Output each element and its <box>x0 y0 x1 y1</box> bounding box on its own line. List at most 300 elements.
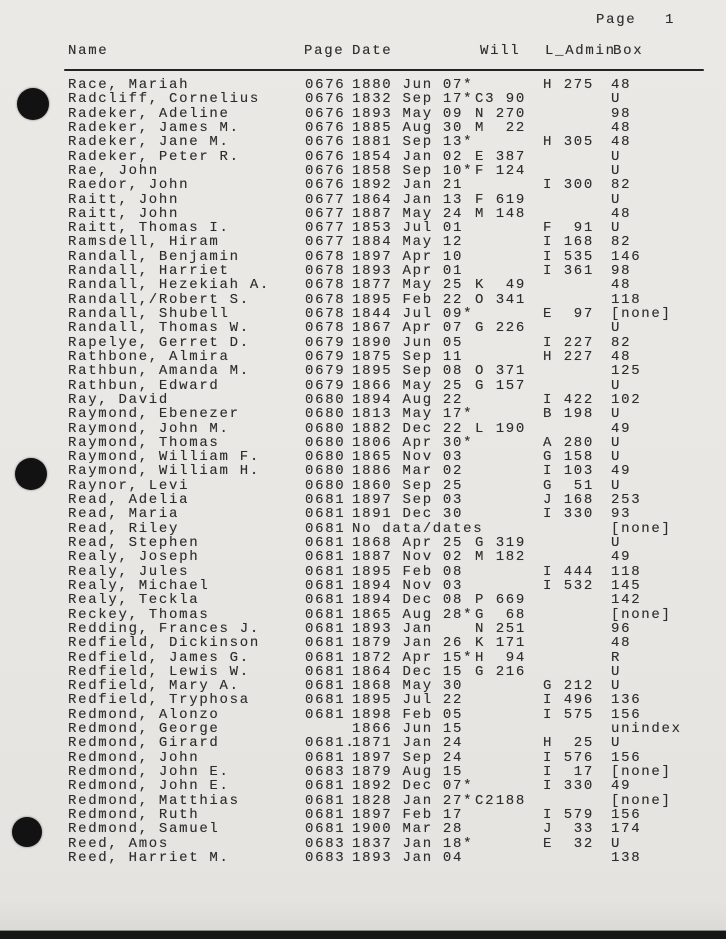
table-row <box>0 422 726 436</box>
l-admin-number: 532 <box>563 577 594 594</box>
cell-page: 0679 <box>305 377 346 394</box>
table-row <box>0 693 726 707</box>
will-code: M <box>475 119 486 136</box>
will-number: 669 <box>495 592 526 609</box>
cell-name: Randall, Benjamin <box>68 248 240 265</box>
cell-date: 1854 Jan 02 <box>352 148 464 165</box>
cell-l-admin <box>543 193 594 207</box>
cell-page: 0681 <box>305 778 346 795</box>
will-number: 22 <box>505 119 526 136</box>
cell-page: 0679 <box>305 334 346 351</box>
will-code: N <box>475 620 486 637</box>
cell-date: 1864 Dec 15 <box>352 663 464 680</box>
l-admin-number: 17 <box>573 764 594 780</box>
cell-name: Raitt, Thomas I. <box>68 220 230 237</box>
cell-name: Redmond, John <box>68 749 200 766</box>
cell-will <box>475 221 526 235</box>
cell-box: U <box>611 162 622 179</box>
cell-page: 0681 <box>305 649 346 666</box>
cell-page: 0683 <box>305 835 346 852</box>
cell-name: Raymond, Thomas <box>68 434 220 451</box>
cell-box: R <box>611 649 622 666</box>
cell-will <box>475 579 526 593</box>
cell-l-admin <box>543 321 594 335</box>
cell-box: 49 <box>611 420 632 437</box>
cell-page: 0676 <box>305 119 346 136</box>
cell-page: 0678 <box>305 320 346 337</box>
page-number-value: 1 <box>665 12 676 28</box>
cell-will <box>475 278 526 292</box>
cell-box: U <box>611 320 622 337</box>
cell-date: 1881 Sep 13* <box>352 134 474 151</box>
cell-name: Redfield, James G. <box>68 649 250 666</box>
will-number: 94 <box>505 649 526 666</box>
cell-l-admin <box>543 307 594 321</box>
will-code: C3 <box>475 91 496 108</box>
will-code: O <box>475 291 486 308</box>
cell-date: 1875 Sep 11 <box>352 348 464 365</box>
will-code: F <box>475 162 486 179</box>
cell-will <box>475 422 526 436</box>
column-header-l-admin: L_Admin <box>545 43 616 59</box>
cell-page: 0681 <box>305 692 346 709</box>
column-header-will: Will <box>480 43 521 59</box>
cell-name: Raymond, William H. <box>68 463 260 480</box>
will-code: P <box>475 592 486 609</box>
cell-will <box>475 651 526 665</box>
will-number: 171 <box>495 635 526 652</box>
cell-date: 1895 Jul 22 <box>352 692 464 709</box>
cell-date: 1897 Feb 17 <box>352 806 464 823</box>
cell-box: 82 <box>611 177 632 194</box>
cell-will <box>475 679 526 693</box>
cell-name: Ray, David <box>68 391 170 408</box>
cell-l-admin <box>543 550 594 564</box>
cell-page: 0681 <box>305 749 346 766</box>
cell-box: U <box>611 191 622 208</box>
cell-l-admin <box>543 837 594 851</box>
cell-name: Redmond, Alonzo <box>68 706 220 723</box>
cell-box: U <box>611 377 622 394</box>
cell-l-admin <box>543 235 594 249</box>
l-admin-number: 91 <box>573 220 594 237</box>
cell-page: 0681 <box>305 620 346 637</box>
table-row <box>0 278 726 292</box>
will-number: 190 <box>495 420 526 437</box>
cell-page: 0681 <box>305 520 346 537</box>
cell-date: 1897 Sep 03 <box>352 492 464 509</box>
cell-page: 0681 <box>305 663 346 680</box>
cell-will <box>475 150 526 164</box>
cell-box: U <box>611 835 622 852</box>
cell-box: [none] <box>611 792 672 809</box>
cell-page: 0676 <box>305 134 346 151</box>
cell-name: Redding, Frances J. <box>68 620 260 637</box>
cell-box: 48 <box>611 277 632 294</box>
table-row <box>0 708 726 722</box>
cell-page: 0681 <box>305 606 346 623</box>
cell-will <box>475 736 526 750</box>
table-row <box>0 464 726 478</box>
will-code: F <box>475 191 486 208</box>
l-admin-code: I <box>543 764 554 780</box>
cell-name: Redmond, Matthias <box>68 792 240 809</box>
table-row <box>0 779 726 793</box>
cell-date: 1864 Jan 13 <box>352 191 464 208</box>
l-admin-code: I <box>543 563 554 580</box>
cell-date: 1890 Jun 05 <box>352 334 464 351</box>
table-row <box>0 336 726 350</box>
l-admin-code: I <box>543 234 554 251</box>
l-admin-number: 535 <box>563 248 594 265</box>
cell-l-admin <box>543 92 594 106</box>
table-row <box>0 507 726 521</box>
cell-l-admin <box>543 78 594 92</box>
cell-will <box>475 107 526 121</box>
cell-l-admin <box>543 622 594 636</box>
table-row <box>0 407 726 421</box>
l-admin-number: 579 <box>563 806 594 823</box>
cell-date: 1877 May 25 <box>352 277 464 294</box>
cell-l-admin <box>543 164 594 178</box>
cell-date: 1880 Jun 07* <box>352 77 474 93</box>
cell-page: 0681 <box>305 592 346 609</box>
cell-date: 1866 May 25 <box>352 377 464 394</box>
cell-name: Radeker, Adeline <box>68 105 230 122</box>
cell-date: 1868 May 30 <box>352 678 464 695</box>
cell-l-admin <box>543 765 594 779</box>
cell-l-admin <box>543 450 594 464</box>
cell-will <box>475 808 526 822</box>
cell-box: U <box>611 148 622 165</box>
column-header-page: Page <box>304 43 345 59</box>
cell-l-admin <box>543 150 594 164</box>
cell-name: Redfield, Mary A. <box>68 678 240 695</box>
cell-page: 0681 <box>305 563 346 580</box>
cell-box: 49 <box>611 463 632 480</box>
l-admin-number: 275 <box>563 77 594 93</box>
cell-l-admin <box>543 851 594 865</box>
cell-will <box>475 708 526 722</box>
cell-date: 1887 Nov 02 <box>352 549 464 566</box>
cell-date: 1813 May 17* <box>352 406 474 423</box>
cell-name: Redmond, John E. <box>68 764 230 780</box>
cell-page: 0680 <box>305 449 346 466</box>
table-row <box>0 150 726 164</box>
cell-name: Randall, Harriet <box>68 263 230 280</box>
cell-date: 1853 Jul 01 <box>352 220 464 237</box>
cell-will <box>475 293 526 307</box>
cell-date: 1892 Jan 21 <box>352 177 464 194</box>
cell-date: 1871 Jan 24 <box>352 735 464 752</box>
cell-page: 0680 <box>305 420 346 437</box>
cell-box: 253 <box>611 492 642 509</box>
will-code: K <box>475 635 486 652</box>
cell-date: 1895 Feb 22 <box>352 291 464 308</box>
cell-page: 0680 <box>305 391 346 408</box>
cell-box: 145 <box>611 577 642 594</box>
cell-box: 118 <box>611 563 642 580</box>
l-admin-code: I <box>543 334 554 351</box>
cell-page: 0681 <box>305 635 346 652</box>
cell-l-admin <box>543 679 594 693</box>
cell-name: Reed, Amos <box>68 835 170 852</box>
table-row <box>0 178 726 192</box>
will-number: 226 <box>495 320 526 337</box>
cell-page: 0676 <box>305 177 346 194</box>
cell-l-admin <box>543 722 594 736</box>
cell-box: [none] <box>611 764 672 780</box>
cell-will <box>475 78 526 92</box>
cell-date: 1884 May 12 <box>352 234 464 251</box>
cell-will <box>475 794 526 808</box>
cell-l-admin <box>543 221 594 235</box>
cell-page: 0676 <box>305 162 346 179</box>
cell-date: 1898 Feb 05 <box>352 706 464 723</box>
l-admin-code: B <box>543 406 554 423</box>
cell-page: 0681 <box>305 492 346 509</box>
cell-name: Realy, Michael <box>68 577 210 594</box>
column-header-date: Date <box>352 43 393 59</box>
cell-date: 1882 Dec 22 <box>352 420 464 437</box>
cell-box: 156 <box>611 806 642 823</box>
cell-will <box>475 593 526 607</box>
cell-name: Read, Stephen <box>68 535 200 551</box>
cell-l-admin <box>543 364 594 378</box>
will-number: 387 <box>495 148 526 165</box>
cell-l-admin <box>543 178 594 192</box>
table-row <box>0 364 726 378</box>
cell-will <box>475 164 526 178</box>
l-admin-number: 51 <box>573 477 594 494</box>
cell-l-admin <box>543 779 594 793</box>
cell-will <box>475 379 526 393</box>
cell-box: U <box>611 678 622 695</box>
cell-date: 1887 May 24 <box>352 205 464 222</box>
l-admin-code: I <box>543 248 554 265</box>
table-row <box>0 665 726 679</box>
cell-box: 49 <box>611 549 632 566</box>
cell-date: 1893 May 09 <box>352 105 464 122</box>
cell-will <box>475 479 526 493</box>
l-admin-code: H <box>543 348 554 365</box>
l-admin-number: 198 <box>563 406 594 423</box>
cell-will <box>475 722 526 736</box>
page-number-label: Page <box>596 12 637 28</box>
cell-box: 48 <box>611 119 632 136</box>
l-admin-number: 25 <box>573 735 594 752</box>
table-rows <box>0 78 726 865</box>
cell-date: 1894 Dec 08 <box>352 592 464 609</box>
will-code: L <box>475 420 486 437</box>
table-row <box>0 379 726 393</box>
cell-will <box>475 336 526 350</box>
cell-date: 1872 Apr 15* <box>352 649 474 666</box>
cell-box: 146 <box>611 248 642 265</box>
cell-page: 0681 <box>305 535 346 551</box>
cell-page: 0681 <box>305 806 346 823</box>
l-admin-code: J <box>543 492 554 509</box>
will-number: 124 <box>495 162 526 179</box>
cell-box: 82 <box>611 234 632 251</box>
cell-name: Read, Riley <box>68 520 180 537</box>
cell-l-admin <box>543 794 594 808</box>
cell-date: 1879 Jan 26 <box>352 635 464 652</box>
cell-box: U <box>611 91 622 108</box>
cell-box: 142 <box>611 592 642 609</box>
cell-date: 1865 Aug 28* <box>352 606 474 623</box>
cell-l-admin <box>543 264 594 278</box>
column-header-name: Name <box>68 43 109 59</box>
table-row <box>0 207 726 221</box>
l-admin-number: 158 <box>563 449 594 466</box>
cell-box: U <box>611 220 622 237</box>
l-admin-number: 33 <box>573 821 594 838</box>
will-number: 188 <box>495 792 526 809</box>
l-admin-code: H <box>543 735 554 752</box>
cell-will <box>475 779 526 793</box>
table-row <box>0 822 726 836</box>
l-admin-number: 168 <box>563 234 594 251</box>
cell-will <box>475 321 526 335</box>
will-number: 182 <box>495 549 526 566</box>
cell-will <box>475 851 526 865</box>
cell-date: 1900 Mar 28 <box>352 821 464 838</box>
cell-name: Reckey, Thomas <box>68 606 210 623</box>
will-code: G <box>475 535 486 551</box>
will-code: G <box>475 320 486 337</box>
will-number: 251 <box>495 620 526 637</box>
cell-name: Redfield, Dickinson <box>68 635 260 652</box>
cell-box: U <box>611 735 622 752</box>
cell-date: 1892 Dec 07* <box>352 778 474 795</box>
cell-box: U <box>611 535 622 551</box>
table-row <box>0 107 726 121</box>
cell-page: 0681 <box>305 678 346 695</box>
cell-will <box>475 622 526 636</box>
table-row <box>0 250 726 264</box>
cell-name: Randall, Hezekiah A. <box>68 277 271 294</box>
cell-box: 48 <box>611 348 632 365</box>
cell-box: 138 <box>611 849 642 866</box>
cell-will <box>475 636 526 650</box>
cell-will <box>475 751 526 765</box>
cell-will <box>475 765 526 779</box>
cell-box: U <box>611 449 622 466</box>
cell-box: 102 <box>611 391 642 408</box>
cell-name: Rathbone, Almira <box>68 348 230 365</box>
will-number: 148 <box>495 205 526 222</box>
cell-date: 1897 Apr 10 <box>352 248 464 265</box>
cell-date: 1885 Aug 30 <box>352 119 464 136</box>
cell-name: Reed, Harriet M. <box>68 849 230 866</box>
cell-box: 98 <box>611 105 632 122</box>
cell-box: 96 <box>611 620 632 637</box>
cell-box: [none] <box>611 306 672 322</box>
cell-will <box>475 92 526 106</box>
cell-will <box>475 307 526 321</box>
l-admin-number: 444 <box>563 563 594 580</box>
cell-will <box>475 135 526 149</box>
l-admin-code: I <box>543 749 554 766</box>
table-row <box>0 851 726 865</box>
cell-box: unindex <box>611 721 682 738</box>
cell-page: 0678 <box>305 291 346 308</box>
l-admin-number: 330 <box>563 506 594 523</box>
cell-will <box>475 436 526 450</box>
cell-l-admin <box>543 522 594 536</box>
will-number: 270 <box>495 105 526 122</box>
cell-name: Race, Mariah <box>68 77 190 93</box>
table-row <box>0 293 726 307</box>
cell-l-admin <box>543 708 594 722</box>
cell-box: 48 <box>611 77 632 93</box>
cell-l-admin <box>543 250 594 264</box>
table-row <box>0 522 726 536</box>
cell-page: 0678 <box>305 248 346 265</box>
cell-date: 1844 Jul 09* <box>352 306 474 322</box>
table-row <box>0 479 726 493</box>
cell-date: 1837 Jan 18* <box>352 835 474 852</box>
cell-will <box>475 207 526 221</box>
cell-l-admin <box>543 464 594 478</box>
l-admin-code: F <box>543 220 554 237</box>
l-admin-number: 227 <box>563 334 594 351</box>
cell-date: 1893 Apr 01 <box>352 263 464 280</box>
will-code: N <box>475 105 486 122</box>
cell-l-admin <box>543 693 594 707</box>
cell-page: 0683 <box>305 764 346 780</box>
l-admin-code: G <box>543 477 554 494</box>
cell-name: Radeker, James M. <box>68 119 240 136</box>
cell-date: 1893 Jan <box>352 620 433 637</box>
l-admin-code: H <box>543 134 554 151</box>
will-code: G <box>475 606 486 623</box>
cell-page: 0677 <box>305 205 346 222</box>
l-admin-code: I <box>543 391 554 408</box>
l-admin-number: 496 <box>563 692 594 709</box>
cell-will <box>475 565 526 579</box>
cell-box: 48 <box>611 635 632 652</box>
cell-date: 1886 Mar 02 <box>352 463 464 480</box>
cell-date: 1868 Apr 25 <box>352 535 464 551</box>
will-number: 49 <box>505 277 526 294</box>
cell-name: Radeker, Peter R. <box>68 148 240 165</box>
l-admin-number: 305 <box>563 134 594 151</box>
hole-punch-icon <box>15 458 47 490</box>
will-number: 341 <box>495 291 526 308</box>
l-admin-number: 361 <box>563 263 594 280</box>
cell-will <box>475 193 526 207</box>
l-admin-code: A <box>543 434 554 451</box>
cell-name: Randall, Thomas W. <box>68 320 250 337</box>
cell-page: 0680 <box>305 477 346 494</box>
cell-will <box>475 407 526 421</box>
cell-box: 136 <box>611 692 642 709</box>
cell-l-admin <box>543 207 594 221</box>
cell-will <box>475 464 526 478</box>
will-number: 216 <box>495 663 526 680</box>
cell-page: 0678 <box>305 306 346 322</box>
cell-name: Ramsdell, Hiram <box>68 234 220 251</box>
cell-page: 0680 <box>305 434 346 451</box>
cell-will <box>475 837 526 851</box>
cell-name: Realy, Jules <box>68 563 190 580</box>
table-row <box>0 565 726 579</box>
l-admin-number: 227 <box>563 348 594 365</box>
table-row <box>0 837 726 851</box>
header-rule <box>64 69 704 71</box>
